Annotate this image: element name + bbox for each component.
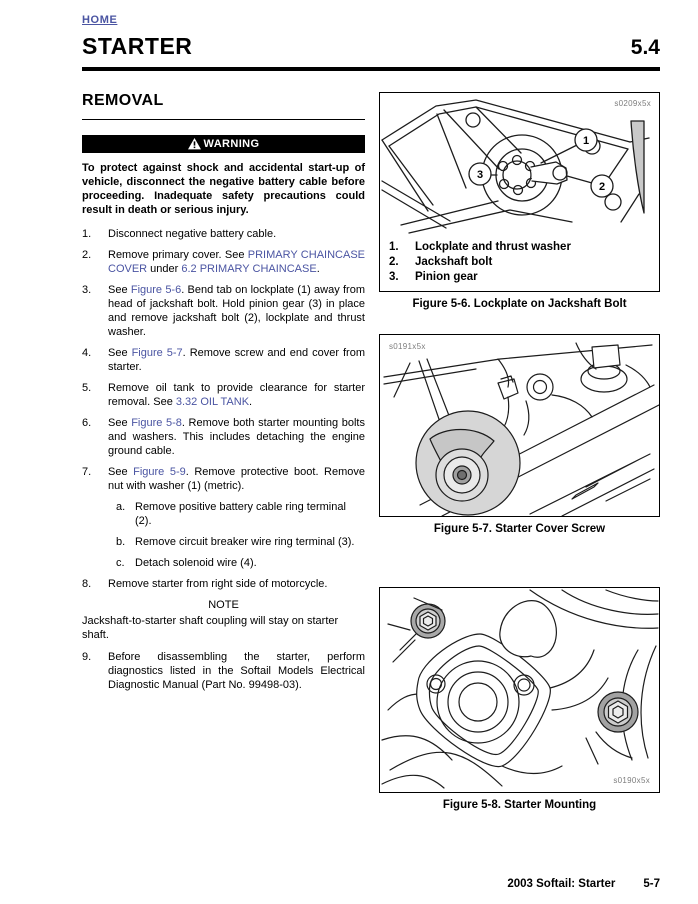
warning-label: WARNING <box>203 138 260 150</box>
cross-reference-link[interactable]: Figure 5-8 <box>131 417 182 429</box>
step-text-segment: Remove oil tank to provide clearance for starter removal. See <box>108 382 365 408</box>
step-text <box>108 577 365 591</box>
figure-5-7 <box>379 334 660 535</box>
step-text-segment: under <box>147 263 182 275</box>
figures-column <box>379 92 660 835</box>
cross-reference-link[interactable]: 3.32 OIL TANK <box>175 396 250 408</box>
step-text <box>108 465 365 570</box>
callout-1: 1 <box>582 135 590 147</box>
step-text-segment: See <box>108 347 132 359</box>
step-item <box>82 248 365 276</box>
substep-item <box>108 535 365 549</box>
footer-title: 2003 Softail: Starter <box>507 878 616 890</box>
page-footer <box>507 878 660 890</box>
step-number: 5. <box>82 382 92 394</box>
step-text-segment: . <box>316 263 320 275</box>
callout-3: 3 <box>476 169 484 181</box>
step-text <box>108 416 365 458</box>
step-text <box>108 381 365 409</box>
legend-number: 2. <box>389 256 399 268</box>
step-item <box>82 577 365 591</box>
step-text <box>108 346 365 374</box>
callout-2: 2 <box>598 181 606 193</box>
figure-5-7-frame <box>379 334 660 517</box>
step-text-segment: See <box>108 417 132 429</box>
cross-reference-link[interactable]: 6.2 PRIMARY CHAINCASE <box>181 263 317 275</box>
substep-item <box>108 500 365 528</box>
legend-text: Lockplate and thrust washer <box>415 241 571 253</box>
legend-item <box>389 255 651 270</box>
removal-heading: REMOVAL <box>82 92 164 109</box>
steps-list <box>82 227 365 692</box>
legend-text: Pinion gear <box>415 271 478 283</box>
header-rule <box>82 67 660 71</box>
figure-5-7-illustration <box>380 335 659 516</box>
cross-reference-link[interactable]: Figure 5-6 <box>130 284 182 296</box>
figure-5-6-caption: Figure 5-6. Lockplate on Jackshaft Bolt <box>412 298 627 310</box>
substep-letter: a. <box>116 501 126 513</box>
step-item <box>82 416 365 458</box>
step-text-segment: . <box>249 396 253 408</box>
figure-5-8-image-code: s0190x5x <box>613 776 650 785</box>
step-item <box>82 346 365 374</box>
substep-text: Remove circuit breaker wire ring terminal (3). <box>135 536 355 548</box>
figure-5-6 <box>379 92 660 310</box>
figure-5-7-caption: Figure 5-7. Starter Cover Screw <box>433 523 606 535</box>
warning-triangle-icon <box>188 138 201 150</box>
figure-5-6-legend <box>380 239 659 291</box>
step-text-segment: . Remove protective boot. Remove nut with washer (1) (metric). <box>108 466 365 492</box>
step-text-segment: . Remove screw and end cover from starter. <box>108 347 365 373</box>
figure-5-6-frame <box>379 92 660 292</box>
cross-reference-link[interactable]: Figure 5-9 <box>133 466 186 478</box>
step-text-segment: Disconnect negative battery cable. <box>108 228 277 240</box>
figure-5-8-caption: Figure 5-8. Starter Mounting <box>442 799 597 811</box>
step-text-segment: . Remove both starter mounting bolts and washers. This includes detaching the engine ground cable. <box>108 417 365 457</box>
step-text-segment: See <box>108 466 134 478</box>
warning-text: To protect against shock and accidental start-up of vehicle, disconnect the negative battery cable before proceeding. Inadequate safety precautions could result in death or serious injury. <box>82 162 365 216</box>
step-number: 7. <box>82 466 92 478</box>
step-number: 4. <box>82 347 92 359</box>
step-text-segment: Remove primary cover. See <box>108 249 248 261</box>
legend-text: Jackshaft bolt <box>415 256 493 268</box>
page-header <box>82 33 660 60</box>
step-number: 3. <box>82 284 92 296</box>
note-label: NOTE <box>208 599 239 611</box>
figure-5-6-illustration <box>380 93 659 239</box>
step-text <box>108 248 365 276</box>
figure-5-8-frame <box>379 587 660 793</box>
figure-5-6-image-code: s0209x5x <box>614 99 651 108</box>
substep-text: Detach solenoid wire (4). <box>135 557 257 569</box>
step-number: 2. <box>82 249 92 261</box>
figure-5-8-illustration <box>380 588 659 792</box>
step-item <box>82 465 365 570</box>
legend-number: 1. <box>389 241 399 253</box>
section-number: 5.4 <box>630 36 660 59</box>
step-text-segment: . Bend tab on lockplate (1) away from head of jackshaft bolt. Hold pinion gear (3) in place and remove jackshaft bolt (2), lockplate and thrust washer. <box>108 284 365 338</box>
legend-item <box>389 240 651 255</box>
cross-reference-link[interactable]: Figure 5-7 <box>131 347 183 359</box>
step-item <box>82 650 365 692</box>
step-text <box>108 227 365 241</box>
step-text-segment: Remove starter from right side of motorcycle. <box>108 578 328 590</box>
heading-rule <box>82 119 365 120</box>
legend-number: 3. <box>389 271 399 283</box>
substep-text: Remove positive battery cable ring terminal (2). <box>135 501 346 527</box>
step-item <box>82 283 365 339</box>
step-number: 8. <box>82 578 92 590</box>
step-item <box>82 227 365 241</box>
step-text-segment: See <box>108 284 131 296</box>
figure-5-7-image-code: s0191x5x <box>389 342 426 351</box>
substep-letter: c. <box>116 557 125 569</box>
step-number: 6. <box>82 417 92 429</box>
step-text <box>108 650 365 692</box>
page-title: STARTER <box>82 33 193 59</box>
step-item <box>82 381 365 409</box>
substep-letter: b. <box>116 536 126 548</box>
figure-5-8 <box>379 587 660 811</box>
step-text <box>108 283 365 339</box>
footer-page-number: 5-7 <box>643 878 660 890</box>
warning-banner <box>82 135 365 153</box>
home-link[interactable]: HOME <box>82 14 118 26</box>
legend-item <box>389 270 651 285</box>
note-text: Jackshaft-to-starter shaft coupling will stay on starter shaft. <box>82 615 339 641</box>
step-text-segment: Before disassembling the starter, perform diagnostics listed in the Softail Models Electrical Diagnostic Manual (Part No. 99498-03). <box>108 651 365 691</box>
cross-reference-link[interactable]: PRIMARY CHAINCASE COVER <box>108 249 365 275</box>
step-number: 1. <box>82 228 92 240</box>
procedure-column <box>82 92 365 835</box>
substep-item <box>108 556 365 570</box>
step-number: 9. <box>82 651 92 663</box>
